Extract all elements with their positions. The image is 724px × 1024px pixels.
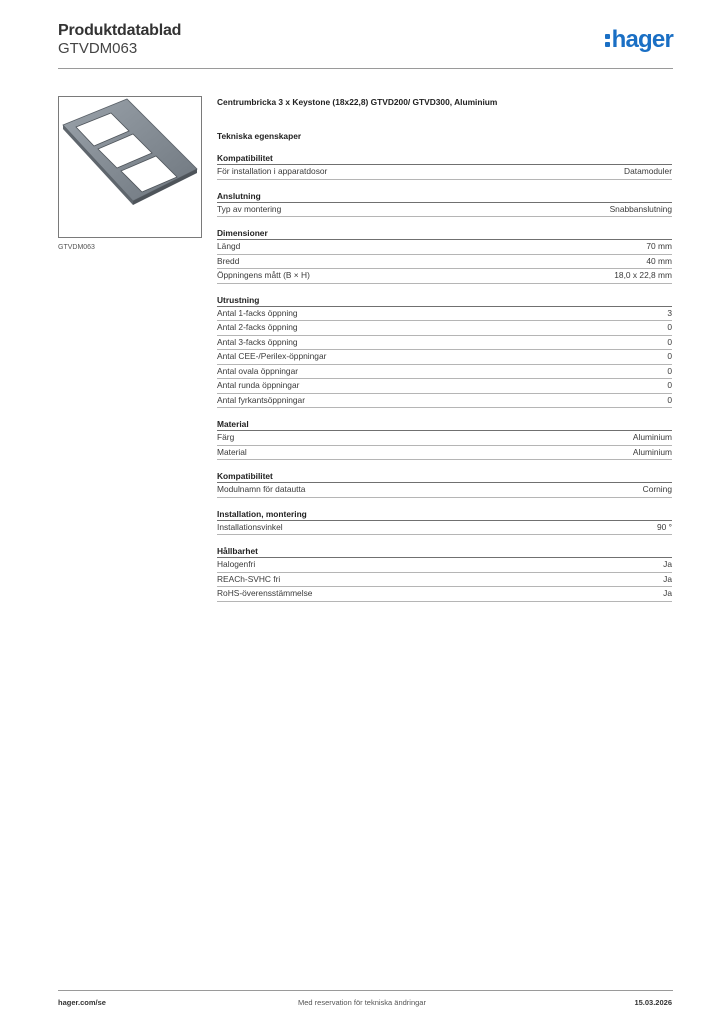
spec-value: 3 bbox=[667, 307, 672, 318]
spec-value: 40 mm bbox=[646, 255, 672, 266]
section-heading: Kompatibilitet bbox=[217, 152, 672, 165]
spec-label: Bredd bbox=[217, 255, 240, 266]
spec-row bbox=[217, 350, 672, 365]
spec-row bbox=[217, 521, 672, 536]
spec-content bbox=[217, 96, 672, 602]
keystone-frame-plate-icon bbox=[59, 97, 201, 237]
spec-row bbox=[217, 573, 672, 588]
footer-divider bbox=[58, 990, 673, 991]
spec-section bbox=[217, 227, 672, 284]
spec-label: Antal ovala öppningar bbox=[217, 365, 299, 376]
spec-value: 90 ° bbox=[657, 521, 672, 532]
spec-row bbox=[217, 365, 672, 380]
spec-label: Antal runda öppningar bbox=[217, 380, 300, 390]
header-divider bbox=[58, 68, 673, 69]
spec-value: Corning bbox=[642, 484, 672, 494]
technical-properties-heading: Tekniska egenskaper bbox=[217, 131, 302, 141]
document-title: Produktdatablad bbox=[58, 22, 182, 39]
spec-value: Ja bbox=[663, 559, 672, 569]
spec-label: Antal CEE-/Perilex-öppningar bbox=[217, 351, 327, 361]
section-heading: Hållbarhet bbox=[217, 545, 672, 558]
spec-label: RoHS-överensstämmelse bbox=[217, 588, 313, 598]
spec-label: Modulnamn för datautta bbox=[217, 484, 306, 494]
spec-label: Halogenfri bbox=[217, 559, 256, 569]
spec-label: REACh-SVHC fri bbox=[217, 573, 281, 584]
spec-value: 70 mm bbox=[646, 241, 672, 251]
spec-row bbox=[217, 240, 672, 255]
spec-label: Antal 3-facks öppning bbox=[217, 336, 298, 347]
spec-value: 18,0 x 22,8 mm bbox=[614, 270, 672, 280]
spec-row bbox=[217, 431, 672, 446]
product-code: GTVDM063 bbox=[58, 40, 138, 57]
spec-row bbox=[217, 483, 672, 498]
spec-label: Öppningens mått (B × H) bbox=[217, 270, 310, 280]
logo-dots-icon bbox=[605, 32, 611, 48]
logo-text: hager bbox=[611, 26, 673, 53]
spec-row bbox=[217, 336, 672, 351]
spec-section bbox=[217, 294, 672, 409]
spec-sections bbox=[217, 152, 672, 602]
spec-row bbox=[217, 558, 672, 573]
spec-section bbox=[217, 190, 672, 218]
spec-label: Installationsvinkel bbox=[217, 521, 283, 532]
spec-row bbox=[217, 255, 672, 270]
footer-disclaimer: Med reservation för tekniska ändringar bbox=[298, 998, 426, 1007]
spec-value: Snabbanslutning bbox=[609, 203, 672, 214]
spec-value: Aluminium bbox=[632, 446, 672, 457]
spec-section bbox=[217, 545, 672, 602]
section-heading: Material bbox=[217, 418, 672, 431]
spec-value: Ja bbox=[663, 588, 672, 598]
spec-row bbox=[217, 587, 672, 602]
section-heading: Utrustning bbox=[217, 294, 672, 307]
hager-logo bbox=[605, 28, 673, 52]
spec-value: Datamoduler bbox=[624, 166, 672, 176]
spec-row bbox=[217, 203, 672, 218]
spec-row bbox=[217, 269, 672, 284]
product-title: Centrumbricka 3 x Keystone (18x22,8) GTVD200/ GTVD300, Aluminium bbox=[217, 97, 498, 107]
spec-label: Material bbox=[217, 446, 247, 457]
spec-row bbox=[217, 321, 672, 336]
image-caption: GTVDM063 bbox=[58, 244, 95, 251]
spec-label: Antal 1-facks öppning bbox=[217, 307, 298, 318]
section-heading: Installation, montering bbox=[217, 508, 672, 521]
section-heading: Dimensioner bbox=[217, 227, 672, 240]
footer-website: hager.com/se bbox=[58, 998, 106, 1007]
spec-value: Ja bbox=[663, 573, 672, 584]
spec-label: Färg bbox=[217, 432, 235, 442]
spec-value: Aluminium bbox=[632, 432, 672, 442]
spec-row bbox=[217, 379, 672, 394]
spec-value: 0 bbox=[667, 394, 672, 405]
spec-section bbox=[217, 152, 672, 180]
spec-label: Längd bbox=[217, 241, 241, 251]
spec-value: 0 bbox=[667, 365, 672, 376]
spec-label: Antal 2-facks öppning bbox=[217, 322, 298, 332]
spec-section bbox=[217, 470, 672, 498]
spec-section bbox=[217, 418, 672, 460]
spec-row bbox=[217, 307, 672, 322]
product-image bbox=[58, 96, 202, 238]
spec-row bbox=[217, 446, 672, 461]
section-heading: Kompatibilitet bbox=[217, 470, 672, 483]
footer-date: 15.03.2026 bbox=[634, 998, 672, 1007]
spec-row bbox=[217, 165, 672, 180]
spec-value: 0 bbox=[667, 351, 672, 361]
spec-section bbox=[217, 508, 672, 536]
spec-label: Antal fyrkantsöppningar bbox=[217, 394, 305, 405]
spec-label: Typ av montering bbox=[217, 203, 282, 214]
section-heading: Anslutning bbox=[217, 190, 672, 203]
spec-row bbox=[217, 394, 672, 409]
spec-value: 0 bbox=[667, 322, 672, 332]
spec-value: 0 bbox=[667, 336, 672, 347]
page-header bbox=[58, 22, 673, 68]
spec-value: 0 bbox=[667, 380, 672, 390]
spec-label: För installation i apparatdosor bbox=[217, 166, 328, 176]
